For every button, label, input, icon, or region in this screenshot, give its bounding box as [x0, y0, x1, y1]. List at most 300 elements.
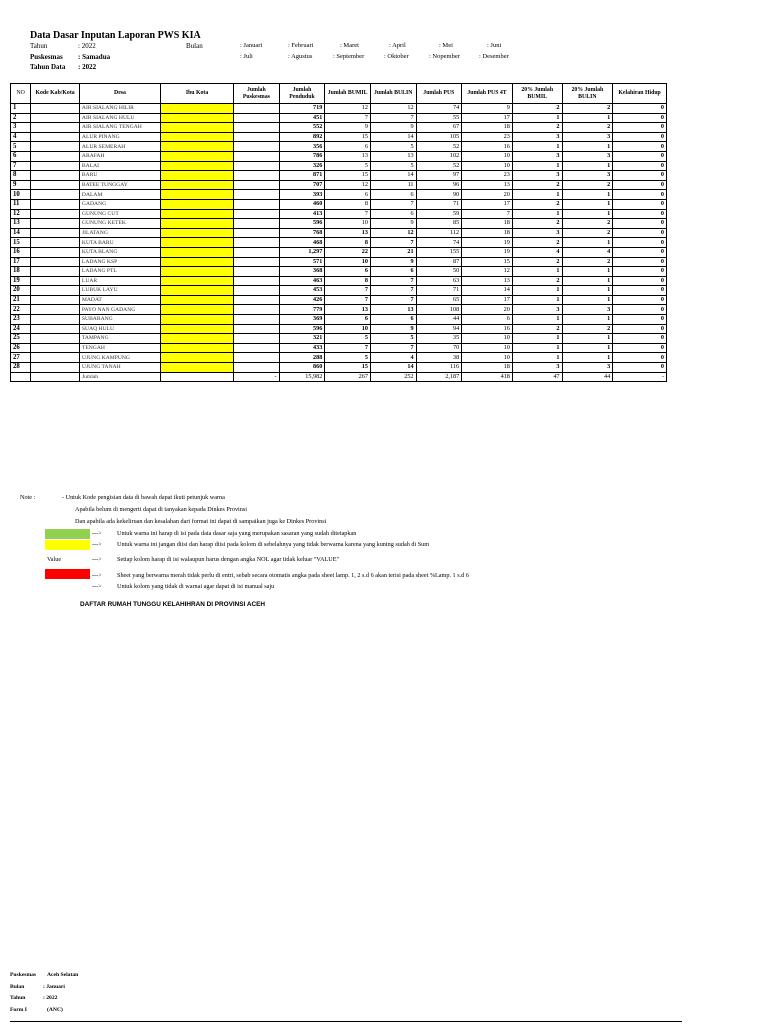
desa-cell[interactable]: MADAT [79, 295, 160, 305]
pus-cell[interactable]: 59 [416, 209, 462, 219]
kode-cell[interactable] [31, 123, 80, 133]
puskesmas-cell[interactable] [234, 315, 280, 325]
desa-cell[interactable]: AIR SIALANG TENGAH [79, 123, 160, 133]
kelahiran-hidup-cell[interactable]: 0 [613, 238, 667, 248]
penduduk-cell[interactable]: 368 [279, 267, 325, 277]
bumil-cell[interactable]: 7 [325, 286, 371, 296]
bumil-cell[interactable]: 12 [325, 180, 371, 190]
pus-cell[interactable]: 116 [416, 363, 462, 373]
ibu-kota-cell[interactable] [161, 228, 234, 238]
penduduk-cell[interactable]: 356 [279, 142, 325, 152]
penduduk-cell[interactable]: 426 [279, 295, 325, 305]
pus-4t-cell[interactable]: 17 [462, 295, 513, 305]
kelahiran-hidup-cell[interactable]: 0 [613, 228, 667, 238]
bulin-20-cell[interactable]: 1 [562, 334, 613, 344]
bulin-cell[interactable]: 7 [370, 295, 416, 305]
pus-cell[interactable]: 87 [416, 257, 462, 267]
bulin-cell[interactable]: 12 [370, 104, 416, 114]
desa-cell[interactable]: DALAM [79, 190, 160, 200]
kelahiran-hidup-cell[interactable]: 0 [613, 142, 667, 152]
pus-cell[interactable]: 71 [416, 286, 462, 296]
bumil-cell[interactable]: 15 [325, 171, 371, 181]
kelahiran-hidup-cell[interactable]: 0 [613, 315, 667, 325]
ibu-kota-cell[interactable] [161, 305, 234, 315]
kelahiran-hidup-cell[interactable]: 0 [613, 123, 667, 133]
bumil-20-cell[interactable]: 2 [512, 257, 562, 267]
kode-cell[interactable] [31, 353, 80, 363]
bulin-20-cell[interactable]: 2 [562, 104, 613, 114]
bumil-cell[interactable]: 8 [325, 276, 371, 286]
penduduk-cell[interactable]: 369 [279, 315, 325, 325]
bulin-cell[interactable]: 13 [370, 151, 416, 161]
kode-cell[interactable] [31, 104, 80, 114]
ibu-kota-cell[interactable] [161, 219, 234, 229]
no-cell[interactable]: 14 [11, 228, 31, 238]
no-cell[interactable]: 7 [11, 161, 31, 171]
puskesmas-cell[interactable] [234, 199, 280, 209]
bumil-20-cell[interactable]: 1 [512, 161, 562, 171]
bumil-20-cell[interactable]: 1 [512, 267, 562, 277]
pus-4t-cell[interactable]: 16 [462, 142, 513, 152]
pus-4t-cell[interactable]: 23 [462, 171, 513, 181]
desa-cell[interactable]: KUTA BLANG [79, 247, 160, 257]
bumil-20-cell[interactable]: 2 [512, 276, 562, 286]
penduduk-cell[interactable]: 321 [279, 334, 325, 344]
puskesmas-cell[interactable] [234, 276, 280, 286]
desa-cell[interactable]: TAMPANG [79, 334, 160, 344]
ibu-kota-cell[interactable] [161, 295, 234, 305]
bulin-cell[interactable]: 7 [370, 276, 416, 286]
kelahiran-hidup-cell[interactable]: 0 [613, 276, 667, 286]
bumil-20-cell[interactable]: 1 [512, 209, 562, 219]
puskesmas-cell[interactable] [234, 180, 280, 190]
kode-cell[interactable] [31, 113, 80, 123]
bulin-20-cell[interactable]: 1 [562, 238, 613, 248]
kode-cell[interactable] [31, 324, 80, 334]
pus-4t-cell[interactable]: 12 [462, 267, 513, 277]
pus-cell[interactable]: 63 [416, 276, 462, 286]
puskesmas-cell[interactable] [234, 104, 280, 114]
pus-4t-cell[interactable]: 10 [462, 151, 513, 161]
bumil-20-cell[interactable]: 2 [512, 324, 562, 334]
ibu-kota-cell[interactable] [161, 238, 234, 248]
bulin-cell[interactable]: 21 [370, 247, 416, 257]
ibu-kota-cell[interactable] [161, 190, 234, 200]
pus-4t-cell[interactable]: 18 [462, 123, 513, 133]
no-cell[interactable]: 2 [11, 113, 31, 123]
no-cell[interactable]: 16 [11, 247, 31, 257]
ibu-kota-cell[interactable] [161, 324, 234, 334]
pus-4t-cell[interactable]: 16 [462, 324, 513, 334]
desa-cell[interactable]: KUTA BARU [79, 238, 160, 248]
bumil-20-cell[interactable]: 1 [512, 315, 562, 325]
bulin-cell[interactable]: 7 [370, 343, 416, 353]
bulin-cell[interactable]: 6 [370, 267, 416, 277]
penduduk-cell[interactable]: 892 [279, 132, 325, 142]
bumil-cell[interactable]: 7 [325, 113, 371, 123]
bulin-cell[interactable]: 7 [370, 113, 416, 123]
pus-4t-cell[interactable]: 6 [462, 315, 513, 325]
pus-cell[interactable]: 65 [416, 295, 462, 305]
kelahiran-hidup-cell[interactable]: 0 [613, 171, 667, 181]
ibu-kota-cell[interactable] [161, 363, 234, 373]
bumil-cell[interactable]: 15 [325, 132, 371, 142]
bumil-cell[interactable]: 9 [325, 123, 371, 133]
bumil-20-cell[interactable]: 3 [512, 151, 562, 161]
desa-cell[interactable]: AIR SIALANG HULU [79, 113, 160, 123]
kelahiran-hidup-cell[interactable]: 0 [613, 151, 667, 161]
no-cell[interactable]: 11 [11, 199, 31, 209]
bumil-cell[interactable]: 22 [325, 247, 371, 257]
pus-4t-cell[interactable]: 18 [462, 219, 513, 229]
desa-cell[interactable]: UJUNG TANAH [79, 363, 160, 373]
puskesmas-cell[interactable] [234, 209, 280, 219]
bumil-cell[interactable]: 8 [325, 199, 371, 209]
penduduk-cell[interactable]: 433 [279, 343, 325, 353]
kelahiran-hidup-cell[interactable]: 0 [613, 324, 667, 334]
bumil-20-cell[interactable]: 3 [512, 305, 562, 315]
kelahiran-hidup-cell[interactable]: 0 [613, 104, 667, 114]
ibu-kota-cell[interactable] [161, 171, 234, 181]
puskesmas-cell[interactable] [234, 295, 280, 305]
bulin-20-cell[interactable]: 1 [562, 276, 613, 286]
bumil-20-cell[interactable]: 2 [512, 238, 562, 248]
desa-cell[interactable]: LADANG PTL [79, 267, 160, 277]
pus-cell[interactable]: 105 [416, 132, 462, 142]
bulin-cell[interactable]: 11 [370, 180, 416, 190]
penduduk-cell[interactable]: 707 [279, 180, 325, 190]
ibu-kota-cell[interactable] [161, 267, 234, 277]
pus-4t-cell[interactable]: 14 [462, 286, 513, 296]
kelahiran-hidup-cell[interactable]: 0 [613, 219, 667, 229]
kode-cell[interactable] [31, 276, 80, 286]
bulin-cell[interactable]: 13 [370, 305, 416, 315]
bumil-20-cell[interactable]: 1 [512, 286, 562, 296]
puskesmas-cell[interactable] [234, 286, 280, 296]
kode-cell[interactable] [31, 267, 80, 277]
desa-cell[interactable]: ALUR SEMERAH [79, 142, 160, 152]
puskesmas-cell[interactable] [234, 257, 280, 267]
ibu-kota-cell[interactable] [161, 113, 234, 123]
bulin-cell[interactable]: 14 [370, 171, 416, 181]
bulin-cell[interactable]: 7 [370, 199, 416, 209]
bulin-20-cell[interactable]: 1 [562, 295, 613, 305]
puskesmas-cell[interactable] [234, 267, 280, 277]
pus-4t-cell[interactable]: 10 [462, 334, 513, 344]
desa-cell[interactable]: GUNUNG KETEK [79, 219, 160, 229]
kode-cell[interactable] [31, 161, 80, 171]
puskesmas-cell[interactable] [234, 151, 280, 161]
ibu-kota-cell[interactable] [161, 334, 234, 344]
pus-4t-cell[interactable]: 17 [462, 199, 513, 209]
ibu-kota-cell[interactable] [161, 151, 234, 161]
puskesmas-cell[interactable] [234, 190, 280, 200]
bumil-20-cell[interactable]: 3 [512, 132, 562, 142]
bulin-20-cell[interactable]: 3 [562, 151, 613, 161]
bumil-20-cell[interactable]: 1 [512, 295, 562, 305]
kelahiran-hidup-cell[interactable]: 0 [613, 161, 667, 171]
kode-cell[interactable] [31, 363, 80, 373]
bumil-20-cell[interactable]: 2 [512, 180, 562, 190]
bulin-cell[interactable]: 6 [370, 209, 416, 219]
pus-cell[interactable]: 52 [416, 142, 462, 152]
kelahiran-hidup-cell[interactable]: 0 [613, 267, 667, 277]
desa-cell[interactable]: GUNUNG CUT [79, 209, 160, 219]
bulin-20-cell[interactable]: 1 [562, 267, 613, 277]
bulin-cell[interactable]: 14 [370, 132, 416, 142]
desa-cell[interactable]: ARAFAH [79, 151, 160, 161]
bumil-cell[interactable]: 6 [325, 190, 371, 200]
bulin-20-cell[interactable]: 1 [562, 161, 613, 171]
no-cell[interactable]: 10 [11, 190, 31, 200]
pus-cell[interactable]: 70 [416, 343, 462, 353]
bulin-cell[interactable]: 5 [370, 334, 416, 344]
pus-cell[interactable]: 74 [416, 104, 462, 114]
pus-4t-cell[interactable]: 18 [462, 228, 513, 238]
bulin-20-cell[interactable]: 2 [562, 257, 613, 267]
bulin-20-cell[interactable]: 3 [562, 171, 613, 181]
bulin-cell[interactable]: 7 [370, 238, 416, 248]
kode-cell[interactable] [31, 247, 80, 257]
penduduk-cell[interactable]: 288 [279, 353, 325, 363]
bumil-20-cell[interactable]: 1 [512, 353, 562, 363]
kelahiran-hidup-cell[interactable]: 0 [613, 113, 667, 123]
penduduk-cell[interactable]: 413 [279, 209, 325, 219]
penduduk-cell[interactable]: 779 [279, 305, 325, 315]
desa-cell[interactable]: AIR SIALANG HILIR [79, 104, 160, 114]
ibu-kota-cell[interactable] [161, 247, 234, 257]
no-cell[interactable]: 17 [11, 257, 31, 267]
bulin-20-cell[interactable]: 1 [562, 113, 613, 123]
penduduk-cell[interactable]: 719 [279, 104, 325, 114]
bulin-20-cell[interactable]: 1 [562, 343, 613, 353]
no-cell[interactable]: 5 [11, 142, 31, 152]
desa-cell[interactable]: LUBUK LAYU [79, 286, 160, 296]
desa-cell[interactable]: BARU [79, 171, 160, 181]
pus-cell[interactable]: 35 [416, 334, 462, 344]
desa-cell[interactable]: GADANG [79, 199, 160, 209]
kode-cell[interactable] [31, 343, 80, 353]
pus-4t-cell[interactable]: 10 [462, 161, 513, 171]
no-cell[interactable]: 15 [11, 238, 31, 248]
puskesmas-cell[interactable] [234, 247, 280, 257]
kode-cell[interactable] [31, 209, 80, 219]
penduduk-cell[interactable]: 460 [279, 199, 325, 209]
pus-cell[interactable]: 50 [416, 267, 462, 277]
bumil-cell[interactable]: 13 [325, 151, 371, 161]
desa-cell[interactable]: BATEE TUNGGAY [79, 180, 160, 190]
bumil-cell[interactable]: 10 [325, 324, 371, 334]
kelahiran-hidup-cell[interactable]: 0 [613, 247, 667, 257]
bumil-cell[interactable]: 6 [325, 142, 371, 152]
bulin-20-cell[interactable]: 3 [562, 305, 613, 315]
bumil-cell[interactable]: 5 [325, 161, 371, 171]
no-cell[interactable]: 25 [11, 334, 31, 344]
desa-cell[interactable]: BALAI [79, 161, 160, 171]
penduduk-cell[interactable]: 453 [279, 286, 325, 296]
no-cell[interactable]: 27 [11, 353, 31, 363]
kode-cell[interactable] [31, 295, 80, 305]
kelahiran-hidup-cell[interactable]: 0 [613, 199, 667, 209]
penduduk-cell[interactable]: 463 [279, 276, 325, 286]
kode-cell[interactable] [31, 286, 80, 296]
kelahiran-hidup-cell[interactable]: 0 [613, 295, 667, 305]
kelahiran-hidup-cell[interactable]: 0 [613, 286, 667, 296]
puskesmas-cell[interactable] [234, 334, 280, 344]
pus-cell[interactable]: 74 [416, 238, 462, 248]
puskesmas-cell[interactable] [234, 343, 280, 353]
no-cell[interactable]: 18 [11, 267, 31, 277]
penduduk-cell[interactable]: 596 [279, 324, 325, 334]
bumil-20-cell[interactable]: 3 [512, 228, 562, 238]
bumil-20-cell[interactable]: 1 [512, 190, 562, 200]
penduduk-cell[interactable]: 552 [279, 123, 325, 133]
kelahiran-hidup-cell[interactable]: 0 [613, 257, 667, 267]
no-cell[interactable]: 26 [11, 343, 31, 353]
kelahiran-hidup-cell[interactable]: 0 [613, 190, 667, 200]
bulin-cell[interactable]: 9 [370, 219, 416, 229]
pus-cell[interactable]: 71 [416, 199, 462, 209]
bumil-20-cell[interactable]: 2 [512, 219, 562, 229]
penduduk-cell[interactable]: 871 [279, 171, 325, 181]
puskesmas-cell[interactable] [234, 219, 280, 229]
desa-cell[interactable]: SUBARANG [79, 315, 160, 325]
kode-cell[interactable] [31, 142, 80, 152]
no-cell[interactable]: 19 [11, 276, 31, 286]
bumil-cell[interactable]: 5 [325, 334, 371, 344]
pus-cell[interactable]: 38 [416, 353, 462, 363]
bulin-cell[interactable]: 5 [370, 142, 416, 152]
no-cell[interactable]: 22 [11, 305, 31, 315]
kode-cell[interactable] [31, 219, 80, 229]
ibu-kota-cell[interactable] [161, 257, 234, 267]
pus-cell[interactable]: 155 [416, 247, 462, 257]
kode-cell[interactable] [31, 171, 80, 181]
kelahiran-hidup-cell[interactable]: 0 [613, 363, 667, 373]
pus-cell[interactable]: 55 [416, 113, 462, 123]
kelahiran-hidup-cell[interactable]: 0 [613, 353, 667, 363]
puskesmas-cell[interactable] [234, 142, 280, 152]
bumil-cell[interactable]: 7 [325, 295, 371, 305]
bumil-20-cell[interactable]: 1 [512, 343, 562, 353]
kelahiran-hidup-cell[interactable]: 0 [613, 180, 667, 190]
no-cell[interactable]: 3 [11, 123, 31, 133]
bumil-cell[interactable]: 12 [325, 104, 371, 114]
pus-4t-cell[interactable]: 17 [462, 113, 513, 123]
bumil-cell[interactable]: 7 [325, 343, 371, 353]
bulin-20-cell[interactable]: 1 [562, 209, 613, 219]
pus-4t-cell[interactable]: 7 [462, 209, 513, 219]
ibu-kota-cell[interactable] [161, 315, 234, 325]
puskesmas-cell[interactable] [234, 353, 280, 363]
pus-4t-cell[interactable]: 15 [462, 257, 513, 267]
ibu-kota-cell[interactable] [161, 286, 234, 296]
desa-cell[interactable]: TENGAH [79, 343, 160, 353]
kode-cell[interactable] [31, 190, 80, 200]
bulin-20-cell[interactable]: 1 [562, 142, 613, 152]
penduduk-cell[interactable]: 571 [279, 257, 325, 267]
no-cell[interactable]: 24 [11, 324, 31, 334]
desa-cell[interactable]: ALUR PINANG [79, 132, 160, 142]
penduduk-cell[interactable]: 393 [279, 190, 325, 200]
ibu-kota-cell[interactable] [161, 209, 234, 219]
ibu-kota-cell[interactable] [161, 276, 234, 286]
no-cell[interactable]: 20 [11, 286, 31, 296]
bumil-20-cell[interactable]: 2 [512, 123, 562, 133]
puskesmas-cell[interactable] [234, 123, 280, 133]
puskesmas-cell[interactable] [234, 171, 280, 181]
puskesmas-cell[interactable] [234, 113, 280, 123]
ibu-kota-cell[interactable] [161, 353, 234, 363]
no-cell[interactable]: 6 [11, 151, 31, 161]
no-cell[interactable]: 1 [11, 104, 31, 114]
bulin-cell[interactable]: 6 [370, 190, 416, 200]
bulin-cell[interactable]: 7 [370, 286, 416, 296]
bulin-20-cell[interactable]: 2 [562, 324, 613, 334]
puskesmas-cell[interactable] [234, 228, 280, 238]
pus-cell[interactable]: 97 [416, 171, 462, 181]
no-cell[interactable]: 9 [11, 180, 31, 190]
puskesmas-cell[interactable] [234, 238, 280, 248]
kode-cell[interactable] [31, 238, 80, 248]
kelahiran-hidup-cell[interactable]: 0 [613, 132, 667, 142]
kode-cell[interactable] [31, 305, 80, 315]
bulin-cell[interactable]: 9 [370, 324, 416, 334]
bulin-20-cell[interactable]: 1 [562, 190, 613, 200]
bumil-cell[interactable]: 13 [325, 305, 371, 315]
bulin-20-cell[interactable]: 1 [562, 199, 613, 209]
bulin-20-cell[interactable]: 3 [562, 132, 613, 142]
penduduk-cell[interactable]: 326 [279, 161, 325, 171]
pus-cell[interactable]: 102 [416, 151, 462, 161]
bulin-20-cell[interactable]: 1 [562, 315, 613, 325]
desa-cell[interactable]: SUAQ HULU [79, 324, 160, 334]
bulin-cell[interactable]: 6 [370, 315, 416, 325]
penduduk-cell[interactable]: 596 [279, 219, 325, 229]
kode-cell[interactable] [31, 315, 80, 325]
penduduk-cell[interactable]: 768 [279, 228, 325, 238]
bumil-cell[interactable]: 6 [325, 267, 371, 277]
kelahiran-hidup-cell[interactable]: 0 [613, 334, 667, 344]
kelahiran-hidup-cell[interactable]: 0 [613, 209, 667, 219]
pus-cell[interactable]: 67 [416, 123, 462, 133]
pus-4t-cell[interactable]: 13 [462, 276, 513, 286]
bulin-20-cell[interactable]: 2 [562, 228, 613, 238]
bumil-cell[interactable]: 5 [325, 353, 371, 363]
pus-4t-cell[interactable]: 19 [462, 238, 513, 248]
bulin-20-cell[interactable]: 1 [562, 353, 613, 363]
bulin-cell[interactable]: 14 [370, 363, 416, 373]
pus-cell[interactable]: 90 [416, 190, 462, 200]
bulin-20-cell[interactable]: 2 [562, 219, 613, 229]
bulin-20-cell[interactable]: 2 [562, 180, 613, 190]
pus-4t-cell[interactable]: 19 [462, 247, 513, 257]
bulin-cell[interactable]: 9 [370, 123, 416, 133]
pus-cell[interactable]: 108 [416, 305, 462, 315]
bumil-20-cell[interactable]: 1 [512, 142, 562, 152]
penduduk-cell[interactable]: 451 [279, 113, 325, 123]
no-cell[interactable]: 23 [11, 315, 31, 325]
ibu-kota-cell[interactable] [161, 180, 234, 190]
desa-cell[interactable]: JILATANG [79, 228, 160, 238]
ibu-kota-cell[interactable] [161, 104, 234, 114]
desa-cell[interactable]: LADANG KSP [79, 257, 160, 267]
pus-4t-cell[interactable]: 10 [462, 353, 513, 363]
puskesmas-cell[interactable] [234, 132, 280, 142]
no-cell[interactable]: 12 [11, 209, 31, 219]
pus-4t-cell[interactable]: 18 [462, 363, 513, 373]
pus-cell[interactable]: 44 [416, 315, 462, 325]
